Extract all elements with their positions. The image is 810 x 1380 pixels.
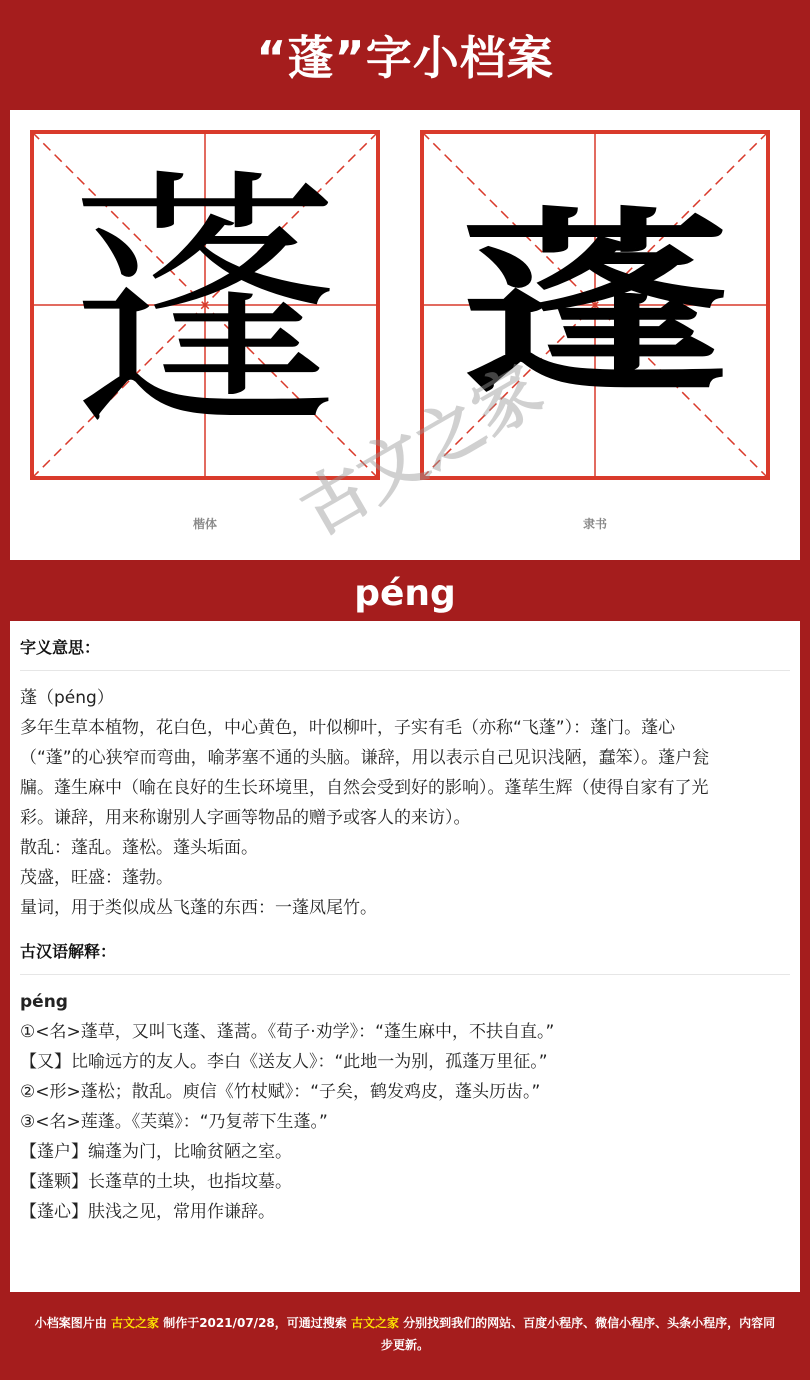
character-kaiti: 蓬 xyxy=(70,147,340,462)
divider xyxy=(20,670,790,671)
meaning-line: 蓬（péng） xyxy=(20,688,114,708)
footer xyxy=(0,1300,810,1380)
style-label-lishu: 隶书 xyxy=(582,517,607,531)
character-panel xyxy=(10,110,800,560)
meaning-line: 量词，用于类似成丛飞蓬的东西：一蓬凤尾竹。 xyxy=(20,898,377,918)
footer-brand-link[interactable]: 古文之家 xyxy=(350,1316,399,1330)
meaning-line: 散乱：蓬乱。蓬松。蓬头垢面。 xyxy=(20,838,258,858)
style-label-kaiti: 楷体 xyxy=(192,517,217,531)
meaning-list xyxy=(20,683,790,923)
classical-line: ②<形>蓬松；散乱。庾信《竹杖赋》：“子矣，鹤发鸡皮，蓬头历齿。” xyxy=(20,1082,541,1102)
footer-prefix: 小档案图片由 xyxy=(34,1316,107,1330)
meaning-line: （“蓬”的心狭窄而弯曲，喻茅塞不通的头脑。谦辞，用以表示自己见识浅陋，蠢笨）。蓬户瓮 xyxy=(20,748,710,768)
content-panel xyxy=(10,621,800,1292)
meaning-line: 多年生草本植物，花白色，中心黄色，叶似柳叶，子实有毛（亦称“飞蓬”）：蓬门。蓬心 xyxy=(20,718,676,738)
lishu-grid xyxy=(420,130,770,480)
divider xyxy=(20,974,790,975)
footer-brand-link[interactable]: 古文之家 xyxy=(111,1316,160,1330)
pinyin-heading: péng xyxy=(354,572,456,614)
footer-middle: 制作于2021/07/28，可通过搜索 xyxy=(163,1316,347,1330)
classical-pinyin: péng xyxy=(20,992,68,1012)
meaning-section-title: 字义意思： xyxy=(20,638,101,657)
classical-list xyxy=(20,1017,790,1227)
classical-line: 【又】比喻远方的友人。李白《送友人》：“此地一为别，孤蓬万里征。” xyxy=(20,1052,548,1072)
character-lishu: 蓬 xyxy=(460,191,730,419)
meaning-line: 彩。谦辞，用来称谢别人字画等物品的赠予或客人的来访）。 xyxy=(20,808,471,828)
meaning-line: 牖。蓬生麻中（喻在良好的生长环境里，自然会受到好的影响）。蓬荜生辉（使得自家有了光 xyxy=(20,778,709,798)
classical-line: 【蓬颗】长蓬草的土块，也指坟墓。 xyxy=(20,1172,292,1192)
footer-suffix: 分别找到我们的网站、百度小程序、微信小程序、头条小程序，内容同步更新。 xyxy=(380,1316,776,1352)
watermark: 古文之家 xyxy=(287,350,555,550)
classical-line: ③<名>莲蓬。《芙蕖》：“乃复蒂下生蓬。” xyxy=(20,1112,328,1132)
classical-line: ①<名>蓬草，又叫飞蓬、蓬蒿。《荀子·劝学》：“蓬生麻中，不扶自直。” xyxy=(20,1022,555,1042)
meaning-line: 茂盛，旺盛：蓬勃。 xyxy=(20,868,173,888)
classical-section-title: 古汉语解释： xyxy=(20,942,117,961)
page-title: “蓬”字小档案 xyxy=(256,31,554,85)
classical-line: 【蓬心】肤浅之见，常用作谦辞。 xyxy=(20,1202,275,1222)
classical-line: 【蓬户】编蓬为门，比喻贫陋之室。 xyxy=(20,1142,292,1162)
kaiti-grid xyxy=(30,130,380,480)
